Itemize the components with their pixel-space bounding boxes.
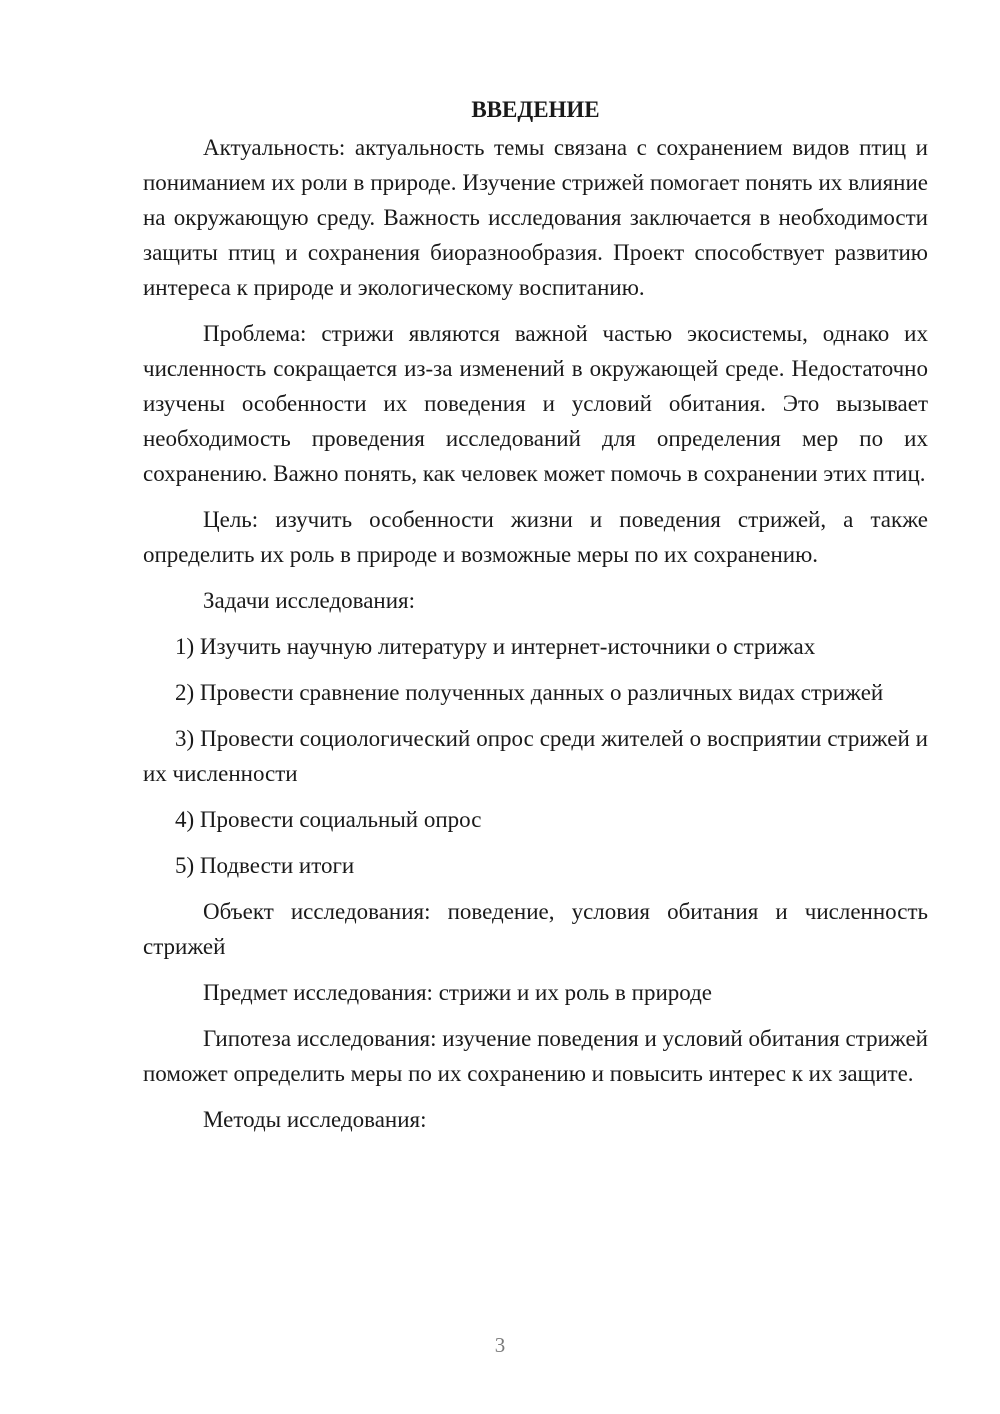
problem-paragraph: Проблема: стрижи являются важной частью экосистемы, однако их численность сокращается из-за изменений в окружающей среде. Недостаточно изучены особенности их поведения и условий обитания. Это вызывает необходимость проведения исследований для определения мер по их сохранению. Важно понять, как человек может помочь в сохранении этих птиц.	[143, 321, 928, 486]
tasks-heading: Задачи исследования:	[203, 588, 416, 613]
task-item: 2) Провести сравнение полученных данных о различных видах стрижей	[175, 680, 884, 705]
task-item: 4) Провести социальный опрос	[175, 807, 482, 832]
page-content	[143, 92, 928, 1148]
goal-paragraph: Цель: изучить особенности жизни и поведения стрижей, а также определить их роль в природе и возможные меры по их сохранению.	[143, 507, 928, 567]
section-title: ВВЕДЕНИЕ	[471, 97, 600, 122]
subject-paragraph: Предмет исследования: стрижи и их роль в природе	[203, 980, 712, 1005]
relevance-paragraph: Актуальность: актуальность темы связана с сохранением видов птиц и пониманием их роли в природе. Изучение стрижей помогает понять их влияние на окружающую среду. Важность исследования заключается в необходимости защиты птиц и сохранения биоразнообразия. Проект способствует развитию интереса к природе и экологическому воспитанию.	[143, 135, 928, 300]
hypothesis-paragraph: Гипотеза исследования: изучение поведения и условий обитания стрижей поможет определить меры по их сохранению и повысить интерес к их защите.	[143, 1026, 928, 1086]
object-paragraph: Объект исследования: поведение, условия обитания и численность стрижей	[143, 899, 928, 959]
task-item: 1) Изучить научную литературу и интернет-источники о стрижах	[175, 634, 816, 659]
task-item: 5) Подвести итоги	[175, 853, 355, 878]
methods-paragraph: Методы исследования:	[203, 1107, 427, 1132]
task-item: 3) Провести социологический опрос среди жителей о восприятии стрижей и их численности	[143, 726, 928, 786]
page-number: 3	[494, 1333, 506, 1357]
